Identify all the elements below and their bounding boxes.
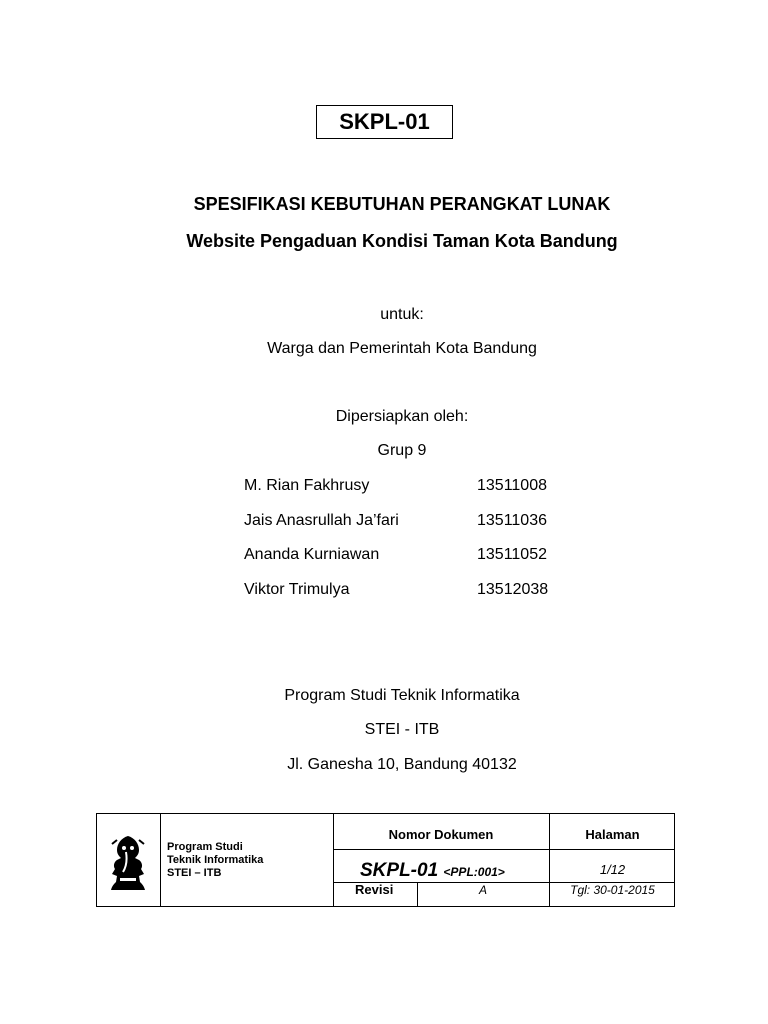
revision-value: A <box>478 883 487 897</box>
org-line: Program Studi <box>167 841 243 853</box>
member-nim: 13511008 <box>477 477 547 494</box>
page-header: Halaman <box>585 827 640 842</box>
group-name: Grup 9 <box>377 442 427 459</box>
doc-number-header: Nomor Dokumen <box>388 827 494 842</box>
doc-number-sub: <PPL:001> <box>443 865 505 879</box>
revision-label: Revisi <box>355 882 394 897</box>
org-text <box>167 841 263 880</box>
page-number: 1/12 <box>599 862 626 877</box>
for-value: Warga dan Pemerintah Kota Bandung <box>267 340 537 357</box>
member-name: Ananda Kurniawan <box>244 546 380 563</box>
prepared-by-label: Dipersiapkan oleh: <box>335 408 469 425</box>
member-nim: 13511036 <box>477 512 547 529</box>
divider <box>160 814 161 906</box>
member-nim: 13511052 <box>477 546 547 563</box>
member-name: M. Rian Fakhrusy <box>244 477 370 494</box>
document-title: SPESIFIKASI KEBUTUHAN PERANGKAT LUNAK <box>193 194 611 214</box>
for-label: untuk: <box>380 306 424 323</box>
doc-number-main: SKPL-01 <box>360 860 439 881</box>
org-line: STEI – ITB <box>167 867 222 879</box>
institution-program: Program Studi Teknik Informatika <box>284 687 520 704</box>
document-code: SKPL-01 <box>339 109 430 134</box>
document-date: Tgl: 30-01-2015 <box>570 883 655 897</box>
divider <box>333 849 674 850</box>
institution-address: Jl. Ganesha 10, Bandung 40132 <box>287 756 517 773</box>
document-code-box <box>316 105 453 139</box>
document-footer-table <box>96 813 675 907</box>
institution-school: STEI - ITB <box>364 721 440 738</box>
member-name: Viktor Trimulya <box>244 581 350 598</box>
doc-number <box>360 860 505 882</box>
org-line: Teknik Informatika <box>167 854 264 866</box>
itb-ganesha-logo-icon <box>109 834 147 892</box>
member-nim: 13512038 <box>477 581 549 598</box>
document-subtitle: Website Pengaduan Kondisi Taman Kota Bandung <box>186 231 618 251</box>
member-name: Jais Anasrullah Ja’fari <box>244 512 399 529</box>
